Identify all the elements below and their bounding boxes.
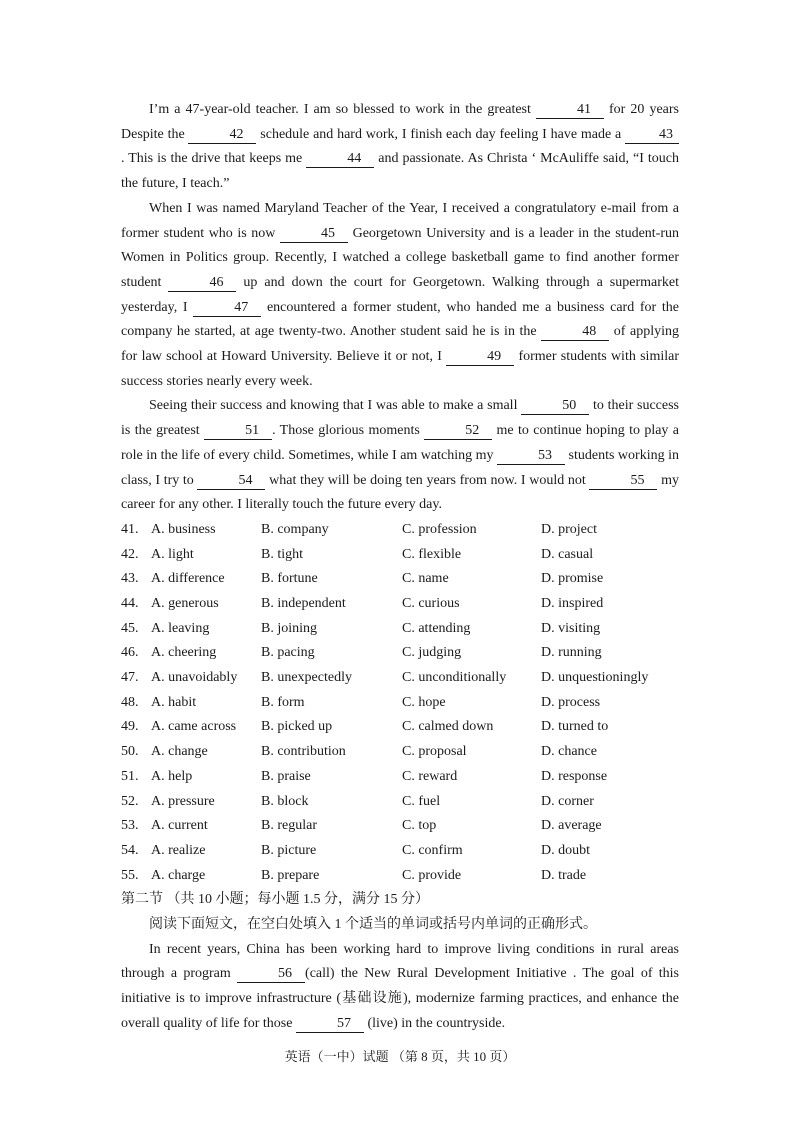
question-number: 52. <box>121 793 139 809</box>
question-number: 49. <box>121 719 139 735</box>
option-row <box>121 617 679 642</box>
option-a: A. change <box>151 744 208 760</box>
question-number: 46. <box>121 645 139 661</box>
option-row <box>121 740 679 765</box>
option-b: B. joining <box>261 620 318 636</box>
option-d: D. visiting <box>541 620 601 636</box>
options-list <box>121 518 679 888</box>
answer-blank-51: 51 <box>204 422 272 440</box>
passage-text: . This is the drive that keeps me <box>121 151 307 167</box>
section-heading: 第二节 （共 10 小题；每小题 1.5 分，满分 15 分） <box>121 892 429 908</box>
option-c: C. unconditionally <box>402 670 507 686</box>
question-number: 41. <box>121 521 139 537</box>
passage-text: encountered a former student, who handed me a business card for the company he started, at age twenty-two. Another student said he is in the <box>121 299 679 340</box>
passage-text: When I was named Maryland Teacher of the Year, I received a congratulatory e-mail from a former student who is now <box>121 200 679 241</box>
option-a: A. leaving <box>151 620 210 636</box>
option-row <box>121 666 679 691</box>
option-a: A. light <box>151 546 194 562</box>
passage-paragraph-3 <box>121 394 679 518</box>
passage-text: what they will be doing ten years from now. I would not <box>265 472 590 488</box>
passage-text: (call) the New Rural Development Initiative . The goal of this initiative is to improve infrastructure (基础设施), modernize farming practices, and enhance the overall quality of life for those <box>121 966 679 1031</box>
option-c: C. confirm <box>402 842 463 858</box>
answer-blank-41: 41 <box>536 101 604 119</box>
passage-text: for 20 years Despite the <box>121 102 679 142</box>
option-c: C. fuel <box>402 793 441 809</box>
passage-text: (live) in the countryside. <box>363 1015 506 1031</box>
option-a: A. charge <box>151 867 206 883</box>
option-row <box>121 691 679 716</box>
answer-blank-56: 56 <box>237 965 305 983</box>
page-content <box>121 98 679 1036</box>
option-d: D. turned to <box>541 719 609 735</box>
answer-blank-53: 53 <box>497 447 565 465</box>
question-number: 42. <box>121 546 139 562</box>
passage-text: up and down the court for Georgetown. Walking through a supermarket yesterday, I <box>121 274 679 315</box>
option-row <box>121 765 679 790</box>
passage-text: to their success is the greatest <box>121 398 679 439</box>
answer-blank-43: 43 <box>625 126 679 144</box>
passage-paragraph-2 <box>121 197 679 395</box>
passage-text: me to continue hoping to play a role in the life of every child. Sometimes, while I am watching my <box>121 423 679 463</box>
answer-blank-45: 45 <box>280 225 348 243</box>
option-b: B. fortune <box>261 571 318 587</box>
passage-paragraph-1 <box>121 98 679 197</box>
passage-text: of applying for law school at Howard University. Believe it or not, I <box>121 324 679 365</box>
passage-text: my career for any other. I literally touch the future every day. <box>121 472 679 513</box>
option-c: C. profession <box>402 521 477 537</box>
option-row <box>121 790 679 815</box>
option-d: D. process <box>541 694 601 710</box>
answer-blank-44: 44 <box>306 150 374 168</box>
passage-text: former students with similar success stories nearly every week. <box>121 349 679 389</box>
option-a: A. current <box>151 818 208 834</box>
option-d: D. corner <box>541 793 594 809</box>
option-d: D. chance <box>541 744 597 760</box>
answer-blank-57: 57 <box>296 1015 364 1033</box>
answer-blank-49: 49 <box>446 348 514 366</box>
option-b: B. form <box>261 694 305 710</box>
answer-blank-46: 46 <box>168 274 236 292</box>
option-row <box>121 641 679 666</box>
option-a: A. business <box>151 521 216 537</box>
section-instruction: 阅读下面短文，在空白处填入 1 个适当的单词或括号内单词的正确形式。 <box>149 916 597 932</box>
option-b: B. regular <box>261 818 317 834</box>
option-b: B. picture <box>261 842 317 858</box>
option-row <box>121 518 679 543</box>
question-number: 45. <box>121 620 139 636</box>
option-d: D. doubt <box>541 842 590 858</box>
cloze-passage <box>121 98 679 518</box>
passage-text: and passionate. As Christa ‘ McAuliffe said, “I touch the future, I teach.” <box>121 151 679 192</box>
option-d: D. promise <box>541 571 604 587</box>
option-b: B. unexpectedly <box>261 670 352 686</box>
question-number: 47. <box>121 670 139 686</box>
option-a: A. came across <box>151 719 237 735</box>
option-a: A. pressure <box>151 793 215 809</box>
option-c: C. calmed down <box>402 719 494 735</box>
option-row <box>121 592 679 617</box>
option-row <box>121 814 679 839</box>
option-row <box>121 567 679 592</box>
question-number: 50. <box>121 744 139 760</box>
option-a: A. cheering <box>151 645 217 661</box>
option-row <box>121 839 679 864</box>
option-b: B. prepare <box>261 867 320 883</box>
answer-blank-42: 42 <box>188 126 256 144</box>
option-b: B. contribution <box>261 744 346 760</box>
question-number: 44. <box>121 596 139 612</box>
option-c: C. flexible <box>402 546 462 562</box>
option-c: C. judging <box>402 645 462 661</box>
answer-blank-54: 54 <box>197 472 265 490</box>
option-b: B. block <box>261 793 309 809</box>
option-a: A. help <box>151 768 193 784</box>
question-number: 54. <box>121 842 139 858</box>
question-number: 43. <box>121 571 139 587</box>
passage-text: . Those glorious moments <box>272 423 425 439</box>
option-d: D. average <box>541 818 602 834</box>
question-number: 48. <box>121 694 139 710</box>
option-row <box>121 543 679 568</box>
option-c: C. name <box>402 571 449 587</box>
option-a: A. unavoidably <box>151 670 238 686</box>
option-c: C. hope <box>402 694 446 710</box>
passage-text: Seeing their success and knowing that I was able to make a small <box>149 398 522 414</box>
option-a: A. difference <box>151 571 225 587</box>
question-number: 55. <box>121 867 139 883</box>
question-number: 51. <box>121 768 139 784</box>
option-d: D. unquestioningly <box>541 670 649 686</box>
option-row <box>121 715 679 740</box>
option-c: C. curious <box>402 596 460 612</box>
option-d: D. casual <box>541 546 594 562</box>
option-a: A. realize <box>151 842 206 858</box>
option-d: D. inspired <box>541 596 604 612</box>
option-a: A. generous <box>151 596 219 612</box>
passage-text: schedule and hard work, I finish each day feeling I have made a <box>256 126 625 142</box>
option-c: C. attending <box>402 620 471 636</box>
passage-text: Georgetown University and is a leader in the student-run Women in Politics group. Recently, I watched a college basketball game to find another former student <box>121 225 679 290</box>
option-d: D. running <box>541 645 602 661</box>
page-footer: 英语（一中）试题 （第 8 页，共 10 页） <box>284 1049 516 1064</box>
answer-blank-52: 52 <box>424 422 492 440</box>
answer-blank-50: 50 <box>521 397 589 415</box>
option-b: B. pacing <box>261 645 315 661</box>
option-a: A. habit <box>151 694 197 710</box>
option-b: B. praise <box>261 768 311 784</box>
option-b: B. tight <box>261 546 304 562</box>
question-number: 53. <box>121 818 139 834</box>
option-b: B. independent <box>261 596 346 612</box>
option-d: D. trade <box>541 867 587 883</box>
grammar-paragraph <box>121 938 679 1037</box>
option-d: D. project <box>541 521 597 537</box>
option-c: C. provide <box>402 867 462 883</box>
option-b: B. company <box>261 521 329 537</box>
option-c: C. reward <box>402 768 458 784</box>
passage-text: students working in class, I try to <box>121 447 679 488</box>
option-b: B. picked up <box>261 719 333 735</box>
answer-blank-48: 48 <box>541 323 609 341</box>
option-row <box>121 864 679 889</box>
grammar-passage <box>121 938 679 1037</box>
option-c: C. proposal <box>402 744 467 760</box>
passage-text: In recent years, China has been working hard to improve living conditions in rural areas through a program <box>121 941 679 982</box>
option-c: C. top <box>402 818 437 834</box>
option-d: D. response <box>541 768 608 784</box>
passage-text: I’m a 47-year-old teacher. I am so blessed to work in the greatest <box>149 102 536 117</box>
answer-blank-47: 47 <box>193 299 261 317</box>
answer-blank-55: 55 <box>589 472 657 490</box>
